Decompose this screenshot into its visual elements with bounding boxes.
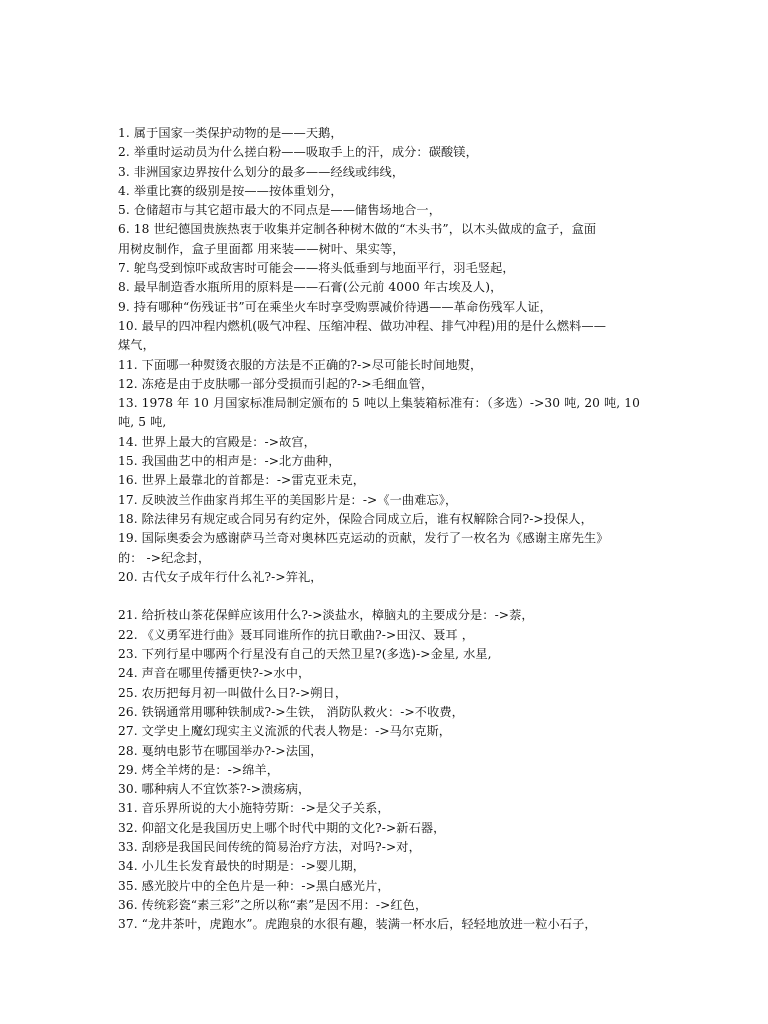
text-line: 11. 下面哪一种熨烫衣服的方法是不正确的?->尽可能长时间地熨， — [118, 357, 483, 372]
text-line: 的： ->纪念封， — [118, 550, 211, 565]
text-line: 21. 给折枝山茶花保鲜应该用什么?->淡盐水，樟脑丸的主要成分是：->萘， — [118, 608, 534, 623]
text-line: 7. 鸵鸟受到惊吓或敌害时可能会——将头低垂到与地面平行，羽毛竖起， — [118, 261, 515, 276]
text-line: 8. 最早制造香水瓶所用的原料是——石膏(公元前 4000 年古埃及人)， — [118, 280, 503, 295]
text-line: 13. 1978 年 10 月国家标准局制定颁布的 5 吨以上集装箱标准有：（多选）->30 吨, 20 吨, 10 — [118, 396, 640, 411]
text-line: 用树皮制作，盒子里面都 用来装——树叶、果实等， — [118, 241, 405, 256]
section-spacer — [118, 587, 658, 606]
text-line: 36. 传统彩瓷“素三彩”之所以称“素”是因不用：->红色， — [118, 897, 428, 912]
text-line: 31. 音乐界所说的大小施特劳斯：->是父子关系， — [118, 801, 390, 816]
text-line: 煤气， — [118, 338, 155, 353]
text-line: 35. 感光胶片中的全色片是一种：->黑白感光片， — [118, 878, 390, 893]
text-line: 9. 持有哪种“伤残证书”可在乘坐火车时享受购票减价待遇——革命伤残军人证， — [118, 299, 552, 314]
text-line: 10. 最早的四冲程内燃机(吸气冲程、压缩冲程、做功冲程、排气冲程)用的是什么燃料—— — [118, 318, 607, 333]
text-line: 27. 文学史上魔幻现实主义流派的代表人物是：->马尔克斯， — [118, 724, 452, 739]
text-line: 32. 仰韶文化是我国历史上哪个时代中期的文化?->新石器， — [118, 820, 446, 835]
document-page — [118, 124, 658, 934]
text-line: 29. 烤全羊烤的是：->绵羊， — [118, 762, 280, 777]
text-line: 3. 非洲国家边界按什么划分的最多——经线或纬线， — [118, 164, 405, 179]
text-line: 4. 举重比赛的级别是按——按体重划分， — [118, 183, 343, 198]
text-line: 24. 声音在哪里传播更快?->水中， — [118, 666, 311, 681]
text-line: 14. 世界上最大的宫殿是：->故宫， — [118, 434, 316, 449]
text-line: 20. 古代女子成年行什么礼?->笄礼， — [118, 569, 323, 584]
text-line: 23. 下列行星中哪两个行星没有自己的天然卫星?(多选)->金星, 水星, — [118, 647, 492, 662]
text-line: 28. 戛纳电影节在哪国举办?->法国， — [118, 743, 323, 758]
section-questions-1-20 — [118, 124, 658, 587]
text-line: 19. 国际奥委会为感谢萨马兰奇对奥林匹克运动的贡献，发行了一枚名为《感谢主席先生》 — [118, 531, 609, 546]
section-questions-21-37 — [118, 606, 658, 934]
text-line: 12. 冻疮是由于皮肤哪一部分受损而引起的?->毛细血管， — [118, 376, 434, 391]
text-line: 26. 铁锅通常用哪种铁制成?->生铁， 消防队救火：->不收费， — [118, 704, 464, 719]
text-line: 6. 18 世纪德国贵族热衷于收集并定制各种树木做的“木头书”，以木头做成的盒子，盒面 — [118, 222, 597, 237]
text-line: 2. 举重时运动员为什么搓白粉——吸取手上的汗，成分：碳酸镁， — [118, 145, 478, 160]
text-line: 33. 刮痧是我国民间传统的简易治疗方法，对吗?->对， — [118, 839, 421, 854]
text-line: 34. 小儿生长发育最快的时期是：->婴儿期， — [118, 859, 366, 874]
text-line: 30. 哪种病人不宜饮茶?->溃疡病， — [118, 782, 311, 797]
text-line: 18. 除法律另有规定或合同另有约定外，保险合同成立后，谁有权解除合同?->投保人， — [118, 511, 593, 526]
text-line: 17. 反映波兰作曲家肖邦生平的美国影片是：->《一曲难忘》， — [118, 492, 458, 507]
text-line: 25. 农历把每月初一叫做什么日?->朔日， — [118, 685, 348, 700]
text-line: 吨, 5 吨, — [118, 415, 167, 430]
text-line: 1. 属于国家一类保护动物的是——天鹅， — [118, 126, 343, 140]
text-line: 37. “龙井茶叶，虎跑水”。虎跑泉的水很有趣，装满一杯水后，轻轻地放进一粒小石子， — [118, 917, 597, 932]
text-line: 15. 我国曲艺中的相声是：->北方曲种， — [118, 454, 341, 469]
text-line: 22. 《义勇军进行曲》聂耳同谁所作的抗日歌曲?->田汉、聂耳 ， — [118, 627, 474, 642]
text-line: 16. 世界上最靠北的首都是：->雷克亚未克， — [118, 473, 366, 488]
text-line: 5. 仓储超市与其它超市最大的不同点是——储售场地合一， — [118, 203, 441, 218]
